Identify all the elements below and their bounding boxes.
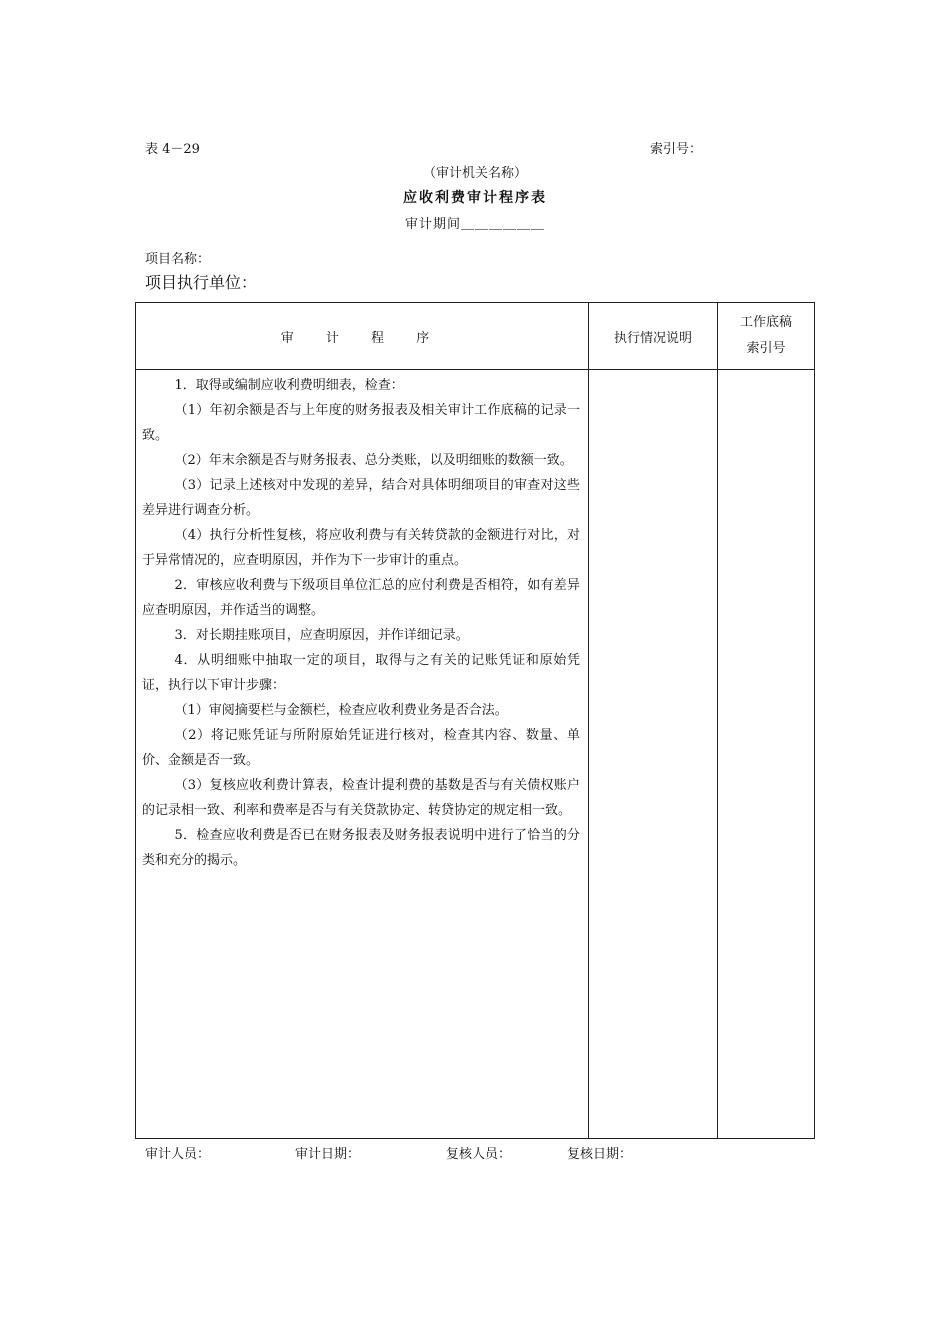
header-audit-program <box>136 303 589 370</box>
header-workpaper-line1: 工作底稿 <box>739 315 792 330</box>
program-step: 3．对长期挂账项目，应查明原因，并作详细记录。 <box>174 628 469 643</box>
audit-date-label: 审计日期： <box>295 1147 361 1162</box>
program-step: （1）审阅摘要栏与金额栏，检查应收利费业务是否合法。 <box>174 703 508 718</box>
review-date-label: 复核日期： <box>567 1147 633 1162</box>
execution-notes-cell <box>589 370 718 1139</box>
audit-program-table <box>135 302 815 1139</box>
header-audit-program-label: 审 计 程 序 <box>280 330 444 346</box>
audit-program-cell <box>136 370 589 1139</box>
program-step: 4．从明细账中抽取一定的项目，取得与之有关的记账凭证和原始凭证，执行以下审计步骤： <box>142 653 580 693</box>
program-step: （3）复核应收利费计算表，检查计提利费的基数是否与有关债权账户的记录相一致、利率和费率是否与有关贷款协定、转贷协定的规定相一致。 <box>142 778 580 818</box>
program-step: （1）年初余额是否与上年度的财务报表及相关审计工作底稿的记录一致。 <box>142 403 580 443</box>
program-step: 1．取得或编制应收利费明细表，检查： <box>174 378 404 393</box>
audit-period: 审计期间＿＿＿＿＿＿ <box>404 217 545 232</box>
program-step: （2）年末余额是否与财务报表、总分类账，以及明细账的数额一致。 <box>174 453 573 468</box>
table-body-row <box>136 370 815 1139</box>
program-step: （3）记录上述核对中发现的差异，结合对具体明细项目的审查对这些差异进行调查分析。 <box>142 478 580 518</box>
audit-org-name: （审计机关名称） <box>422 166 527 181</box>
auditor-label: 审计人员： <box>145 1147 211 1162</box>
program-step: （4）执行分析性复核，将应收利费与有关转贷款的金额进行对比，对于异常情况的，应查明原因，并作为下一步审计的重点。 <box>142 528 580 568</box>
form-number: 表 4－29 <box>145 142 200 157</box>
index-number-label: 索引号： <box>650 142 703 157</box>
program-step: 2．审核应收利费与下级项目单位汇总的应付利费是否相符，如有差异应查明原因，并作适当的调整。 <box>142 578 580 618</box>
document-title: 应收利费审计程序表 <box>403 190 547 206</box>
audit-program-content <box>136 370 588 873</box>
program-step: （2）将记账凭证与所附原始凭证进行核对，检查其内容、数量、单价、金额是否一致。 <box>142 728 580 768</box>
header-workpaper-line2: 索引号 <box>746 341 786 356</box>
execution-unit-label: 项目执行单位： <box>145 273 258 292</box>
header-workpaper-index <box>718 303 815 370</box>
project-name-label: 项目名称： <box>145 252 211 267</box>
reviewer-label: 复核人员： <box>446 1147 512 1162</box>
header-execution-notes: 执行情况说明 <box>589 303 718 370</box>
workpaper-index-cell <box>718 370 815 1139</box>
table-header-row <box>136 303 815 370</box>
program-step: 5．检查应收利费是否已在财务报表及财务报表说明中进行了恰当的分类和充分的揭示。 <box>142 828 580 868</box>
